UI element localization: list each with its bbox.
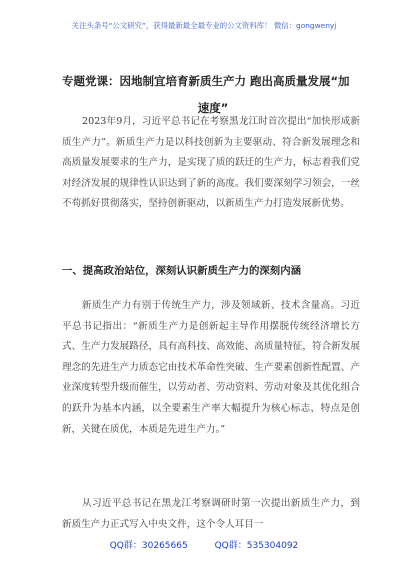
paragraph-section-1: 新质生产力有别于传统生产力，涉及领域新、技术含量高。习近平总书记指出：“新质生产力是创新起主导作用摆脱传统经济增长方式、生产力发展路径，具有高科技、高效能、高质量特征，符合新发展理念的先进生产力质态它由技术革命性突破、生产要素创新性配置、产业深度转型升级而催生，以劳动者、劳动资料、劳动对象及其优化组合的跃升为基本内涵，以全要素生产率大幅提升为核心标志，特点是创新，关键在质优，本质是先进生产力。”	[62, 300, 360, 435]
footer-qq-group-1: QQ群：30265665	[109, 541, 188, 551]
page-footer	[0, 538, 408, 551]
section-heading-1: 一、提高政治站位，深刻认识新质生产力的深刻内涵	[62, 265, 301, 277]
title-line-1: 专题党课：因地制宜培育新质生产力 跑出高质量发展“加	[62, 74, 350, 88]
promo-banner: 关注头条号“公文研究”，获得最新最全最专业的公文资料库！ 微信：gongwenyj	[71, 21, 337, 30]
paragraph-section-1-continued: 从习近平总书记在黑龙江考察调研时第一次提出新质生产力，到新质生产力正式写入中央文件，这个令人耳目一	[62, 498, 360, 530]
title-line-2: 速度”	[197, 101, 229, 115]
paragraph-intro: 2023年9月，习近平总书记在考察黑龙江时首次提出“加快形成新质生产力”。新质生产力是以科技创新为主要驱动、符合新发展理念和高质量发展要求的生产力，是实现了质的跃迁的生产力，标志着我们党对经济发展的规律性认识达到了新的高度。我们要深刻学习领会，一丝不苟抓好贯彻落实，坚持创新驱动，以新质生产力打造发展新优势。	[62, 116, 360, 210]
footer-qq-group-2: QQ群：535304092	[214, 541, 299, 551]
